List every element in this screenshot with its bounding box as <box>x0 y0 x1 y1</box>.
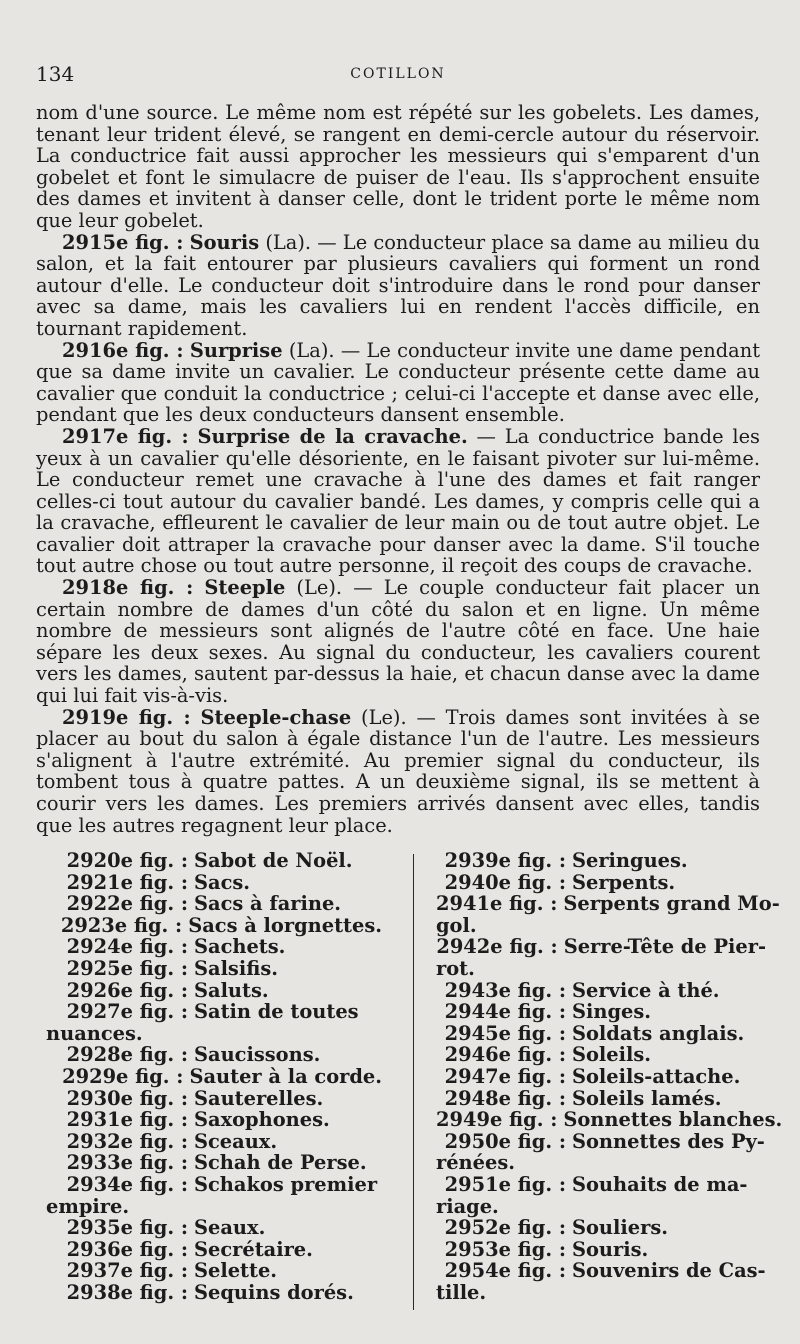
figure-list-label: Serpents grand Mo- <box>563 892 780 916</box>
figure-list-item <box>436 1131 766 1174</box>
figure-number: 2917e fig. : <box>62 424 189 448</box>
figure-list-item <box>46 1044 382 1066</box>
figure-list-number: 2940e fig. : <box>444 870 566 894</box>
figure-number: 2915e fig. : <box>62 230 184 254</box>
figure-list-item <box>436 1023 766 1045</box>
left-column <box>46 850 382 1303</box>
figure-list-item <box>436 1260 766 1303</box>
figure-list-number: 2933e fig. : <box>66 1151 188 1175</box>
figure-list-label: Secrétaire. <box>194 1237 313 1261</box>
figure-list-number: 2930e fig. : <box>66 1086 188 1110</box>
figure-list-line <box>436 936 766 958</box>
figure-list-line <box>46 1044 382 1066</box>
figure-list-number: 2920e fig. : <box>66 849 188 872</box>
figure-list-item <box>46 1131 382 1153</box>
figure-list-line <box>46 872 382 894</box>
figure-list-label: Schah de Perse. <box>194 1151 367 1175</box>
figure-list-item <box>46 915 382 937</box>
figure-list-item <box>46 850 382 872</box>
figure-list-item <box>46 1001 382 1044</box>
figure-number: 2919e fig. : <box>62 705 191 729</box>
figure-list-label: Singes. <box>572 1000 652 1024</box>
figure-list-label: Soldats anglais. <box>572 1021 745 1045</box>
figure-list-item <box>436 892 780 937</box>
figure-list-line <box>436 1239 766 1261</box>
figure-list-line <box>46 958 382 980</box>
figure-list-number: 2945e fig. : <box>444 1021 566 1045</box>
figure-list-number: 2939e fig. : <box>444 849 566 872</box>
figure-list-item <box>436 1217 766 1239</box>
figure-list-label: Serre-Tête de Pier- <box>563 935 766 959</box>
figure-list-label: Soleils-attache. <box>572 1064 741 1088</box>
figure-list-number: 2950e fig. : <box>444 1129 566 1153</box>
figure-entry <box>36 707 760 837</box>
figure-list-line <box>46 1217 382 1239</box>
figure-list-label: Souris. <box>572 1237 649 1261</box>
figure-list-line <box>436 1001 766 1023</box>
figure-list-label: Sonnettes blanches. <box>563 1108 783 1132</box>
figure-article: (La). <box>259 230 312 254</box>
figure-description: — Le couple conducteur fait placer un certain nombre de dames d'un côté du salon et en ligne. Un même nombre de messieurs sont alignés de l'autre côté en face. Une haie sépare les deux sexes. Au signal du conducteur, les cavaliers courent vers les dames, sautent par-dessus la haie, et chacun danse avec la dame qui lui fait vis-à-vis. <box>36 576 761 708</box>
figure-list-label: Seaux. <box>194 1216 266 1240</box>
figure-list-label: Sauterelles. <box>194 1086 324 1110</box>
figure-entry <box>36 426 760 577</box>
figure-description: — Le conducteur invite une dame pendant que sa dame invite un cavalier. Le conducteur présente cette dame au cavalier que conduit la conductrice ; celui-ci l'accepte et danse avec elle, pendant que les deux conducteurs dansent ensemble. <box>36 338 760 427</box>
figure-list-number: 2953e fig. : <box>444 1237 566 1261</box>
figure-list-number: 2922e fig. : <box>66 892 188 916</box>
figure-list-label: Souvenirs de Cas- <box>572 1259 766 1283</box>
figure-list-number: 2952e fig. : <box>444 1216 566 1240</box>
figure-list-item <box>436 936 766 979</box>
figure-title: Surprise de la cravache. <box>197 424 468 448</box>
figure-list-label: Sacs à farine. <box>194 892 342 916</box>
figure-list-label: Serpents. <box>572 870 676 894</box>
figure-description: — La conductrice bande les yeux à un cavalier qu'elle désoriente, en le faisant pivoter sur lui-même. Le conducteur remet une cravache à l'une des dames et fait ranger celles-ci tout autour du cavalier bandé. Les dames, y compris celle qui a la cravache, effleurent le cavalier de leur main ou de tout autre objet. Le cavalier doit attraper la cravache pour danser avec la dame. S'il touche tout autre chose ou tout autre personne, il reçoit des coups de cravache. <box>36 424 760 578</box>
figure-list-line <box>436 1066 766 1088</box>
figure-list-number: 2946e fig. : <box>444 1043 566 1067</box>
figure-list-line <box>46 1066 382 1088</box>
figure-article: (La). <box>282 338 335 362</box>
figure-list-item <box>46 1282 382 1304</box>
figure-list-label: Souliers. <box>572 1216 668 1240</box>
figure-article: (Le). <box>285 576 343 600</box>
figure-list-item <box>436 1108 783 1132</box>
figure-number: 2916e fig. : <box>62 338 184 362</box>
figure-list-number: 2937e fig. : <box>66 1259 188 1283</box>
figure-list-item <box>436 980 766 1002</box>
figure-list-line <box>436 1088 766 1110</box>
figure-list-line <box>46 1282 382 1304</box>
figure-list-label: Saxophones. <box>194 1108 330 1132</box>
figure-list-continuation: rénées. <box>436 1151 515 1175</box>
figure-list-number: 2923e fig. : <box>60 913 183 937</box>
paragraph-text: nom d'une source. Le même nom est répété sur les gobelets. Les dames, tenant leur trident élevé, se rangent en demi-cercle autour du réservoir. La conductrice fait aussi approcher les messieurs qui s'emparent d'un gobelet et font le simulacre de puiser de l'eau. Ils s'approchent ensuite des dames et invitent à danser celle, dont le trident porte le même nom que leur gobelet. <box>36 101 760 232</box>
figure-title: Steeple <box>204 576 286 600</box>
figure-list-line <box>46 893 382 915</box>
figure-entry <box>36 340 760 426</box>
figure-list-number: 2934e fig. : <box>66 1172 188 1196</box>
figure-list-item <box>436 872 766 894</box>
figure-list-item <box>46 1109 382 1131</box>
figure-list-label: Sonnettes des Py- <box>572 1129 765 1153</box>
figure-list-line <box>46 850 382 872</box>
figure-list-line <box>436 1044 766 1066</box>
figure-list-number: 2925e fig. : <box>66 956 188 980</box>
figure-list-label: Selette. <box>194 1259 278 1283</box>
figure-list-item <box>46 936 382 958</box>
figure-article: (Le). <box>351 705 407 729</box>
figure-list-line <box>46 1260 382 1282</box>
figure-title: Surprise <box>189 338 283 362</box>
figure-description: — Trois dames sont invitées à se placer au bout du salon à égale distance l'un de l'autre. Les messieurs s'alignent à l'autre extrémité. Au premier signal du conducteur, ils tombent tous à quatre pattes. A un deuxième signal, ils se mettent à courir vers les dames. Les premiers arrivés dansent avec elles, tandis que les autres regagnent leur place. <box>36 705 761 837</box>
figure-list-label: Satin de toutes <box>194 1000 359 1024</box>
figure-list-line <box>46 1239 382 1261</box>
figure-list-number: 2954e fig. : <box>444 1259 566 1283</box>
figure-list-item <box>46 1217 382 1239</box>
figure-list-line <box>436 1023 766 1045</box>
figure-list-item <box>436 1044 766 1066</box>
figure-list-number: 2929e fig. : <box>62 1064 184 1088</box>
figure-list-line <box>46 1109 382 1131</box>
figure-list-item <box>436 1174 766 1217</box>
figure-list-number: 2927e fig. : <box>66 1000 188 1024</box>
figure-list-label: Sauter à la corde. <box>189 1064 382 1088</box>
figure-list-label: Service à thé. <box>572 978 720 1002</box>
figure-list-label: Sceaux. <box>194 1129 278 1153</box>
figure-list-label: Sabot de Noël. <box>194 849 353 872</box>
figure-list-item <box>436 1001 766 1023</box>
figure-list-item <box>46 1239 382 1261</box>
figure-list-item <box>46 1152 382 1174</box>
figure-list-line <box>46 1174 382 1196</box>
figure-list-item <box>46 958 382 980</box>
figure-list-line <box>46 1001 382 1023</box>
figure-list-line <box>436 872 766 894</box>
right-column <box>436 849 783 1304</box>
figure-list-columns <box>40 849 783 1316</box>
figure-title: Souris <box>189 230 260 254</box>
figure-list-line <box>436 980 766 1002</box>
figure-list-line <box>46 915 382 937</box>
figure-list-label: Sacs. <box>194 870 251 894</box>
figure-list-label: Saluts. <box>194 978 269 1002</box>
figure-list-item <box>46 872 382 894</box>
column-divider <box>413 854 414 1310</box>
figure-list-number: 2928e fig. : <box>66 1043 188 1067</box>
figure-list-number: 2943e fig. : <box>444 978 566 1002</box>
figure-list-item <box>46 1088 382 1110</box>
figure-list-continuation: nuances. <box>46 1021 143 1045</box>
figure-list-line <box>436 1131 766 1153</box>
figure-list-label: Seringues. <box>572 849 688 872</box>
body-text <box>36 102 760 836</box>
figure-list-label: Soleils. <box>572 1043 652 1067</box>
figure-list-line <box>436 1108 783 1132</box>
page-number: 134 <box>36 62 75 86</box>
figure-list-item <box>436 1239 766 1261</box>
figure-list-number: 2942e fig. : <box>436 935 558 959</box>
figure-list-item <box>46 1066 382 1088</box>
figure-list-line <box>46 1131 382 1153</box>
figure-list-item <box>436 1066 766 1088</box>
figure-list-number: 2949e fig. : <box>436 1108 558 1132</box>
paragraph-continuation <box>36 102 760 232</box>
figure-list-label: Sacs à lorgnettes. <box>188 913 382 937</box>
figure-list-line <box>436 1174 766 1196</box>
figure-list-number: 2947e fig. : <box>444 1064 566 1088</box>
figure-list-number: 2944e fig. : <box>444 1000 566 1024</box>
figure-list-item <box>46 1260 382 1282</box>
figure-list-line <box>436 850 766 872</box>
figure-list-number: 2932e fig. : <box>66 1129 188 1153</box>
figure-description: — Le conducteur place sa dame au milieu du salon, et la fait entourer par plusieurs cavaliers qui forment un rond autour d'elle. Le conducteur doit s'introduire dans le rond pour danser avec sa dame, mais les cavaliers lui en rendent l'accès difficile, en tournant rapidement. <box>36 230 760 340</box>
figure-list-label: Soleils lamés. <box>572 1086 722 1110</box>
figure-list-item <box>46 893 382 915</box>
figure-list-item <box>46 1174 382 1217</box>
figure-list-number: 2936e fig. : <box>66 1237 188 1261</box>
figure-list-continuation: tille. <box>436 1280 487 1304</box>
page-header <box>36 62 760 92</box>
figure-list-line <box>46 980 382 1002</box>
figure-list-number: 2948e fig. : <box>444 1086 566 1110</box>
figure-list-number: 2924e fig. : <box>66 935 188 959</box>
figure-list-line <box>46 1088 382 1110</box>
figure-list-line <box>46 1152 382 1174</box>
figure-list-item <box>46 980 382 1002</box>
figure-list-label: Sachets. <box>194 935 286 959</box>
figure-title: Steeple-chase <box>200 705 352 729</box>
figure-list-line <box>436 1260 766 1282</box>
figure-list-label: Saucissons. <box>194 1043 321 1067</box>
figure-entry <box>36 232 760 340</box>
running-title: COTILLON <box>350 66 446 82</box>
figure-list-number: 2921e fig. : <box>66 870 188 894</box>
figure-list-continuation: riage. <box>436 1194 499 1218</box>
figure-list-label: Schakos premier <box>194 1172 378 1196</box>
figure-list-line <box>436 1217 766 1239</box>
figure-list-label: Sequins dorés. <box>194 1280 354 1304</box>
figure-list-label: Salsifis. <box>194 956 278 980</box>
figure-list-continuation: gol. <box>436 913 477 937</box>
figure-list-continuation: rot. <box>436 956 475 980</box>
figure-list-number: 2941e fig. : <box>436 892 558 916</box>
figure-list-number: 2926e fig. : <box>66 978 188 1002</box>
figure-number: 2918e fig. : <box>62 576 194 600</box>
figure-list-label: Souhaits de ma- <box>572 1172 748 1196</box>
figure-list-item <box>436 850 766 872</box>
figure-list-number: 2938e fig. : <box>66 1280 188 1304</box>
figure-list-number: 2931e fig. : <box>66 1108 188 1132</box>
figure-list-item <box>436 1088 766 1110</box>
figure-entry <box>36 577 760 707</box>
figure-list-number: 2951e fig. : <box>444 1172 566 1196</box>
figure-list-line <box>46 936 382 958</box>
figure-list-line <box>436 892 780 916</box>
figure-list-number: 2935e fig. : <box>66 1216 188 1240</box>
figure-list-continuation: empire. <box>46 1194 130 1218</box>
